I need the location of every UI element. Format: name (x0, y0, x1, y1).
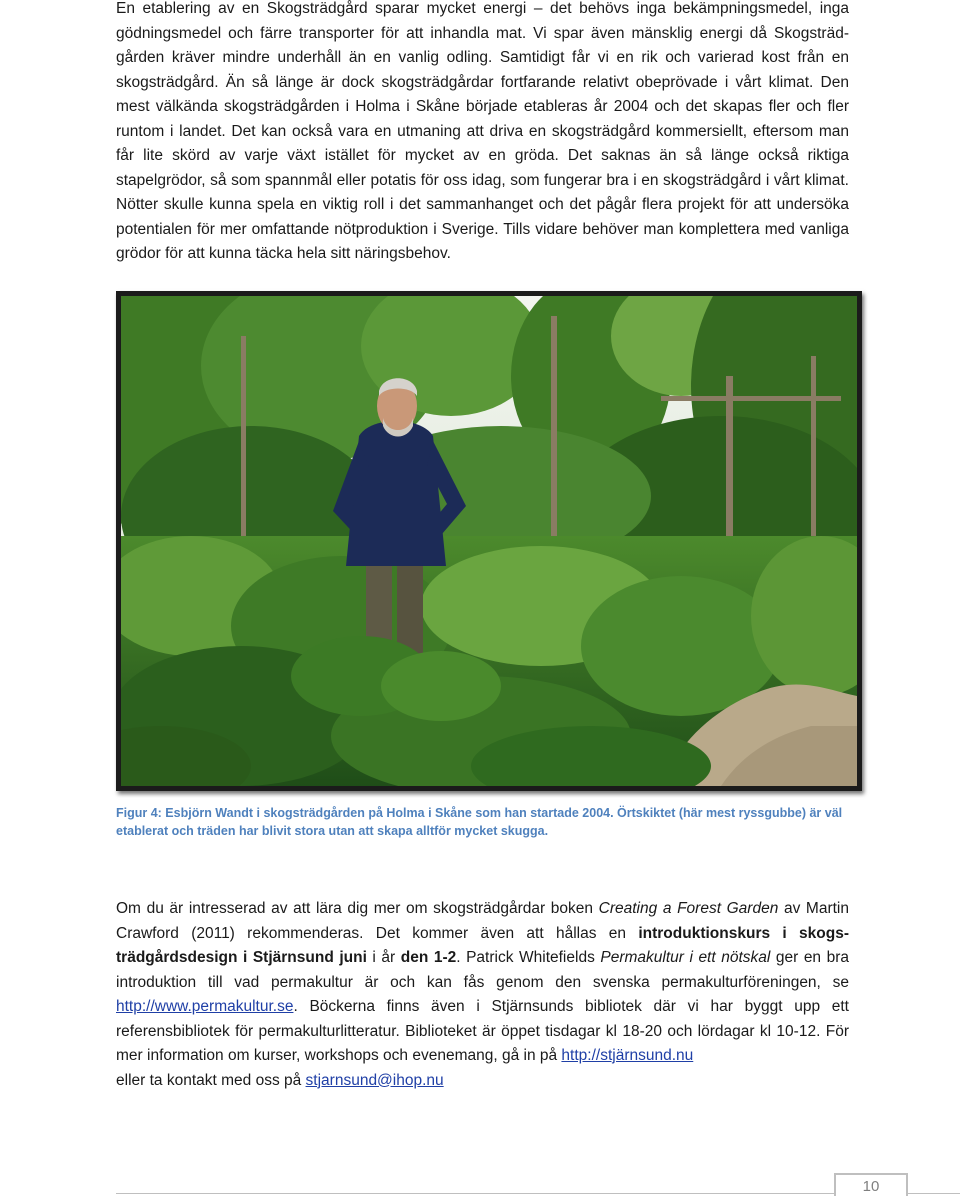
course-announcement: introduktionskurs i skogs-trädgårdsdesign i Stjärnsund juni (116, 924, 849, 966)
forest-garden-photo (121, 296, 857, 786)
para2-text-3: i år (366, 949, 401, 966)
page-number: 10 (834, 1173, 908, 1196)
stjarnsund-website-link[interactable]: http://stjärnsund.nu (561, 1047, 694, 1064)
para2-text-2: av Martin Crawford (2011) rekommenderas. Det kommer även att hållas en (116, 900, 849, 942)
para2-text-4: . Patrick Whitefields (456, 949, 601, 966)
body-paragraph-1: En etablering av en Skogsträdgård sparar mycket energi – det behövs inga bekämpningsmedel, inga gödningsmedel och färre transporter för att inhandla mat. Vi spar även mänsklig energi då Skogsträd-gården kräver mindre underhåll än en vanlig odling. Samtidigt får vi en rik och varierad kost från en skogsträdgård. Än så länge är dock skogsträdgårdar fortfarande relativt obeprövade i vårt klimat. Den mest välkända skogsträdgården i Holma i Skåne började etableras år 2004 och det skapas fler och fler runtom i landet. Det kan också vara en utmaning att driva en skogsträdgård kommersiellt, eftersom man får lite skörd av varje växt istället för mycket av en gröda. Det saknas än så länge också riktiga stapelgrödor, så som spannmål eller potatis för oss idag, som fungerar bra i en skogsträdgård i vårt klimat. Nötter skulle kunna spela en viktig roll i det sammanhanget och det pågår flera projekt för att undersöka potentialen för mer omfattande nötproduktion i Sverige. Tills vidare behöver man komplettera med vanliga grödor för att kunna täcka hela sitt näringsbehov. (116, 0, 849, 262)
para2-text-7: eller ta kontakt med oss på (116, 1071, 306, 1089)
body-paragraph-2 (116, 897, 849, 1093)
figure-caption: Figur 4: Esbjörn Wandt i skogsträdgården på Holma i Skåne som han startade 2004. Örtskiktet (här mest ryssgubbe) är väl etablerat och träden har blivit stora utan att skapa alltför mycket skugga. (116, 806, 843, 838)
permakultur-link[interactable]: http://www.permakultur.se (116, 998, 294, 1015)
book-title-creating-a-forest-garden: Creating a Forest Garden (598, 900, 779, 917)
contact-email-link[interactable]: stjarnsund@ihop.nu (305, 1071, 444, 1089)
para2-text-1: Om du är intresserad av att lära dig mer om skogsträdgårdar boken (116, 900, 599, 917)
para2-text-5: ger en bra introduktion till vad permakultur är och kan fås genom den svenska permakulturföreningen, se (116, 949, 849, 991)
figure-photo-frame (116, 291, 862, 791)
book-title-permakultur: Permakultur i ett nötskal (600, 949, 771, 966)
para2-text-6: . Böckerna finns även i Stjärnsunds bibliotek där vi har byggt upp ett referensbibliotek för permakulturlitteratur. Biblioteket är öppet tisdagar kl 18-20 och lördagar kl 10-12. För mer information om kurser, workshops och evenemang, gå in på (116, 998, 849, 1064)
course-date: den 1-2 (400, 949, 457, 966)
